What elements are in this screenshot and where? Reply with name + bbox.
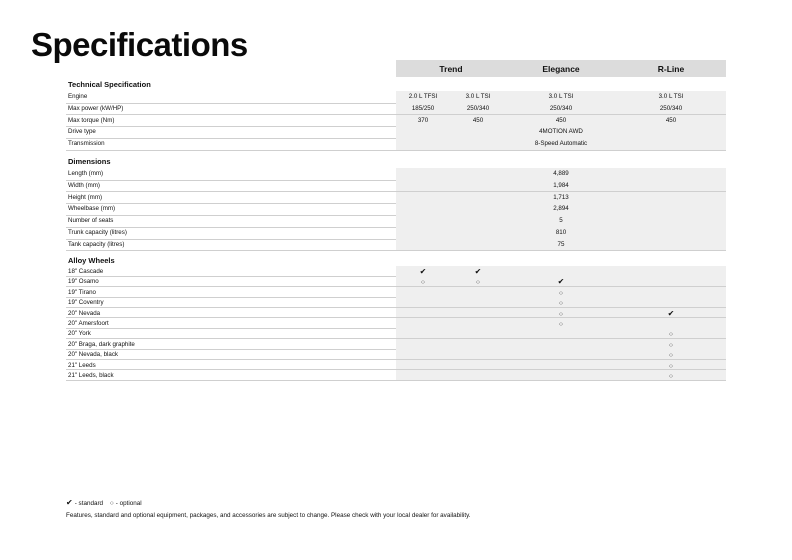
row-label: 19" Coventry [68, 299, 104, 307]
spec-value: 450 [665, 116, 677, 124]
table-row [66, 203, 726, 216]
row-label: 20" Nevada [68, 309, 101, 317]
table-row [66, 328, 726, 339]
spec-value: 450 [555, 116, 567, 124]
standard-check-icon: ✔ [474, 267, 482, 276]
trim-header-row [396, 60, 726, 77]
section-heading-dimensions: Dimensions [68, 157, 111, 166]
row-label: Max power (kW/HP) [68, 104, 124, 112]
column-header-trend: Trend [439, 64, 463, 74]
optional-circle-icon: ○ [559, 300, 563, 308]
row-label: Length (mm) [68, 170, 104, 177]
row-label: 20" Braga, dark graphite [68, 340, 135, 348]
table-row [66, 138, 726, 151]
row-label: 21" Leeds [68, 361, 96, 369]
table-row [66, 360, 726, 371]
row-label: Engine [68, 93, 88, 100]
optional-circle-icon: ○ [559, 310, 563, 318]
spec-value: 2.0 L TFSI [408, 93, 438, 100]
row-label: Number of seats [68, 217, 114, 225]
optional-circle-icon: ○ [669, 331, 673, 339]
table-row [66, 168, 726, 181]
legend-optional: - optional [115, 500, 142, 507]
footnote: Features, standard and optional equipment, packages, and accessories are subject to change. Please check with your local dealer for availability. [66, 512, 471, 519]
table-row [66, 297, 726, 308]
table-row [66, 339, 726, 350]
optional-circle-icon: ○ [669, 362, 673, 370]
row-label: Tank capacity (litres) [68, 240, 125, 248]
table-row [66, 266, 726, 277]
value-background [396, 339, 726, 349]
optional-circle-icon: ○ [669, 373, 673, 380]
section-heading-technical: Technical Specification [68, 80, 151, 89]
table-row [66, 276, 726, 287]
table-row [66, 370, 726, 381]
spec-value: 3.0 L TSI [658, 93, 684, 100]
spec-value: 4MOTION AWD [539, 128, 583, 136]
table-row [66, 103, 726, 116]
table-row [66, 239, 726, 252]
row-label: Width (mm) [68, 181, 100, 189]
spec-value: 4,889 [553, 170, 569, 177]
table-row [66, 227, 726, 240]
spec-value: 1,984 [553, 181, 569, 189]
optional-circle-icon: ○ [559, 289, 563, 297]
table-row [66, 349, 726, 360]
optional-circle-icon: ○ [421, 279, 425, 287]
table-row [66, 180, 726, 193]
row-label: 21" Leeds, black [68, 372, 114, 379]
spec-value: 3.0 L TSI [548, 93, 574, 100]
row-label: Drive type [68, 128, 96, 136]
legend [66, 498, 147, 507]
column-header-elegance: Elegance [542, 64, 580, 74]
table-row [66, 115, 726, 128]
value-background [396, 360, 726, 370]
spec-value: 185/250 [411, 104, 435, 112]
value-background [396, 328, 726, 338]
table-row [66, 287, 726, 298]
table-row [66, 308, 726, 319]
row-label: Trunk capacity (litres) [68, 229, 127, 236]
standard-check-icon: ✔ [667, 308, 675, 318]
value-background [396, 370, 726, 380]
row-label: 18" Cascade [68, 268, 104, 275]
spec-value: 250/340 [466, 104, 490, 112]
section-heading-wheels: Alloy Wheels [68, 256, 115, 265]
row-label: 19" Osamo [68, 278, 99, 286]
spec-value: 1,713 [553, 193, 569, 201]
spec-value: 450 [472, 116, 484, 124]
standard-icon: ✔ [66, 498, 73, 507]
row-label: Max torque (Nm) [68, 116, 115, 124]
spec-value: 3.0 L TSI [465, 93, 491, 100]
value-background [396, 266, 726, 276]
table-row [66, 318, 726, 329]
spec-value: 250/340 [659, 104, 683, 112]
row-label: 20" Amersfoort [68, 320, 109, 327]
column-header-r-line: R-Line [657, 64, 685, 74]
spec-value: 75 [557, 240, 565, 248]
spec-value: 2,894 [553, 205, 569, 213]
optional-circle-icon: ○ [669, 352, 673, 360]
row-label: 20" York [68, 330, 91, 338]
spec-value: 5 [559, 217, 563, 225]
row-label: 19" Tirano [68, 288, 96, 296]
optional-circle-icon: ○ [669, 341, 673, 349]
table-row [66, 91, 726, 104]
spec-value: 370 [417, 116, 429, 124]
legend-standard: - standard [74, 500, 104, 507]
row-label: 20" Nevada, black [68, 351, 119, 359]
row-label: Transmission [68, 140, 105, 148]
optional-circle-icon: ○ [476, 279, 480, 287]
spec-value: 250/340 [549, 104, 573, 112]
table-row [66, 126, 726, 139]
spec-value: 810 [555, 229, 567, 236]
table-row [66, 215, 726, 228]
page-title: Specifications [31, 26, 248, 63]
row-label: Wheelbase (mm) [68, 205, 116, 213]
spec-value: 8-Speed Automatic [534, 140, 588, 148]
value-background [396, 349, 726, 359]
optional-circle-icon: ○ [559, 321, 563, 328]
row-label: Height (mm) [68, 193, 103, 201]
standard-check-icon: ✔ [557, 277, 565, 287]
table-row [66, 192, 726, 205]
optional-icon: ○ [109, 500, 114, 507]
standard-check-icon: ✔ [419, 267, 427, 276]
